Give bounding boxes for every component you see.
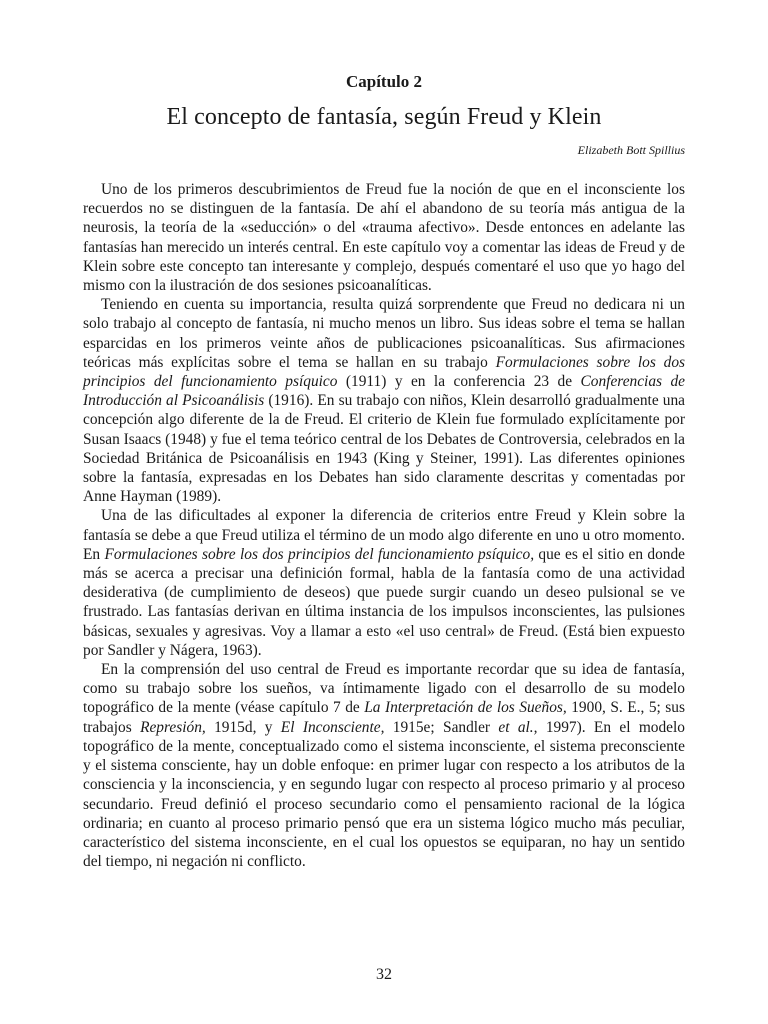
paragraph <box>83 295 685 506</box>
book-page <box>83 0 685 1024</box>
text-run: que es el sitio en donde más se acerca a precisar una definición formal, habla de la fantasía como de una actividad desiderativa (de cumplimiento de deseos) que puede surgir cuando un deseo pulsional se ve frustrado. Las fantasías derivan en última instancia de los impulsos inconscientes, las pulsiones básicas, sexuales y agresivas. Voy a llamar a esto «el uso central» de Freud. (Está bien expuesto por Sandler y Nágera, 1963). <box>83 545 685 659</box>
text-run: Uno de los primeros descubrimientos de Freud fue la noción de que en el inconsciente los recuerdos no se distinguen de la fantasía. De ahí el abandono de su teoría más antigua de la neurosis, la teoría de la «seducción» o del «trauma afectivo». Desde entonces en adelante las fantasías han merecido un interés central. En este capítulo voy a comentar las ideas de Freud y de Klein sobre este concepto tan interesante y complejo, después comentaré el uso que yo hago del mismo con la ilustración de dos sesiones psicoanalíticas. <box>83 181 685 295</box>
text-run: 1900, S. E., 5; sus trabajos <box>83 699 685 736</box>
text-run: (1911) y en la conferencia 23 de <box>337 373 581 391</box>
chapter-title: El concepto de fantasía, según Freud y Klein <box>166 104 602 130</box>
text-run: Teniendo en cuenta su importancia, resulta quizá sorprendente que Freud no dedicara ni un solo trabajo al concepto de fantasía, ni mucho menos un libro. Sus ideas sobre el tema se hallan esparcidas en los primeros veinte años de publicaciones psicoanalíticas. Sus afirmaciones teóricas más explícitas sobre el tema se hallan en su trabajo <box>83 296 685 371</box>
italic-title: La Interpretación de los Sueños, <box>364 699 567 717</box>
paragraph <box>83 180 685 295</box>
italic-title: Conferencias de Introducción al Psicoanálisis <box>83 373 685 410</box>
italic-title: Formulaciones sobre los dos principios del funcionamiento psíquico, <box>104 545 535 563</box>
text-run: (1916). En su trabajo con niños, Klein desarrolló gradualmente una concepción algo diferente de la de Freud. El criterio de Klein fue formulado explícitamente por Susan Isaacs (1948) y fue el tema teórico central de los Debates de Controversia, celebrados en la Sociedad Británica de Psicoanálisis en 1943 (King y Steiner, 1991). Las diferentes opiniones sobre la fantasía, expresadas en los Debates han sido claramente descritas y comentadas por Anne Hayman (1989). <box>83 392 685 506</box>
italic-title: et al., <box>498 718 538 736</box>
chapter-label: Capítulo 2 <box>345 72 423 91</box>
text-run: Una de las dificultades al exponer la diferencia de criterios entre Freud y Klein sobre la fantasía se debe a que Freud utiliza el término de un modo algo diferente en uno u otro momento. En <box>83 507 685 563</box>
italic-title: Formulaciones sobre los dos principios del funcionamiento psíquico <box>83 353 685 391</box>
body-text <box>83 180 685 871</box>
chapter-author: Elizabeth Bott Spillius <box>577 143 685 157</box>
italic-title: Represión, <box>140 718 206 736</box>
text-run: 1915d, y <box>205 718 281 736</box>
paragraph <box>83 506 685 660</box>
paragraph <box>83 660 685 871</box>
text-run: 1997). En el modelo topográfico de la mente, conceptualizado como el sistema inconsciente, el sistema preconsciente y el sistema consciente, hay un doble enfoque: en primer lugar con respecto a los atributos de la consciencia y la inconsciencia, y en segundo lugar con respecto al proceso primario y al proceso secundario. Freud definió el proceso secundario como el pensamiento racional de la lógica ordinaria; en cuanto al proceso primario pensó que era un sistema lógico mucho más peculiar, característico del sistema inconsciente, en el cual los opuestos se equiparan, no hay un sentido del tiempo, ni negación ni conflicto. <box>83 718 685 871</box>
text-run: 1915e; Sandler <box>384 718 499 736</box>
italic-title: El Inconsciente, <box>280 718 385 736</box>
page-number: 32 <box>376 966 392 983</box>
text-run: En la comprensión del uso central de Freud es importante recordar que su idea de fantasía, como su trabajo sobre los sueños, va íntimamente ligado con el desarrollo de su modelo topográfico de la mente (véase capítulo 7 de <box>83 661 685 717</box>
